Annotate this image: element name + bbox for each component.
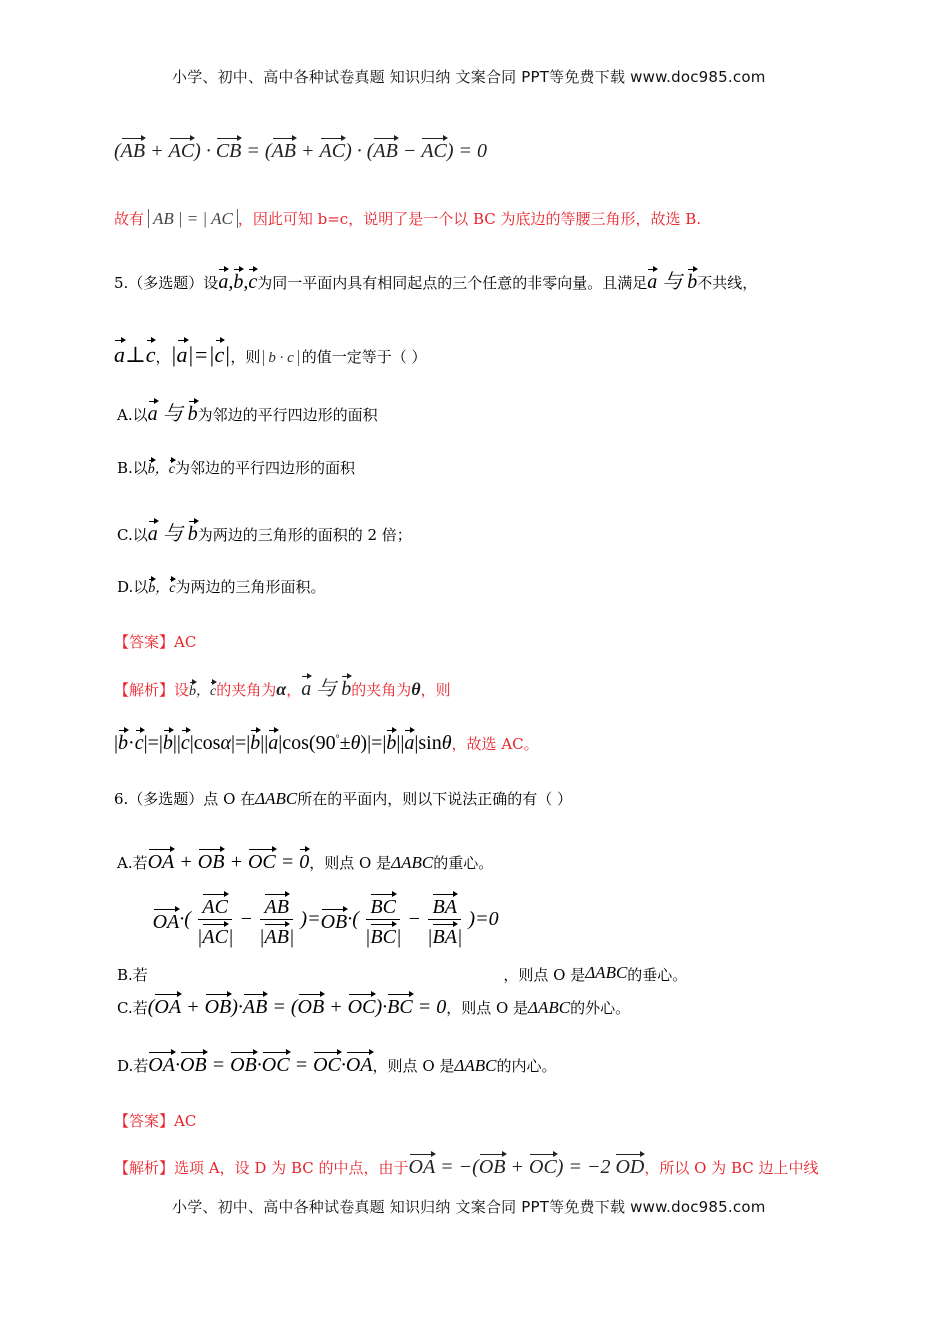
q6-answer: 【答案】AC xyxy=(114,1112,197,1130)
q6-option-a: A.若OA + OB + OC = 0，则点 O 是ΔABC的重心。 xyxy=(117,845,493,874)
q5-option-c: C.以a 与 b为两边的三角形的面积的 2 倍； xyxy=(117,517,412,546)
q6-stem: 6.（多选题）点 O 在ΔABC所在的平面内，则以下说法正确的有（ ） xyxy=(114,789,573,808)
q6-option-b: B.若 OA ·( $\frac{AC}{|AC|}$ − $\frac{AB}{|AB|}$ )= OB ·( $\frac{BC}{|BC|}$ − $\frac{BA}{|BA|}$ )=0 ，则点 O 是ΔABC的垂心。 xyxy=(117,902,687,985)
q6-option-d: D.若OA·OB = OB·OC = OC·OA，则点 O 是ΔABC的内心。 xyxy=(117,1048,557,1077)
q5-option-b: B.以b，c为邻边的平行四边形的面积 xyxy=(117,456,355,478)
conclusion-line: 故有 AB | = | AC ，因此可知 b=c，说明了是一个以 BC 为底边的等腰三角形，故选 B. xyxy=(114,209,702,228)
q6-analysis: 【解析】选项 A，设 D 为 BC 的中点，由于OA = −(OB + OC) = −2 OD，所以 O 为 BC 边上中线 xyxy=(114,1150,819,1179)
q5-condition: a⊥c，|a|=|c|，则 b · c 的值一定等于（ ） xyxy=(114,336,427,368)
page-footer: 小学、初中、高中各种试卷真题 知识归纳 文案合同 PPT等免费下载 www.doc985.com xyxy=(172,1198,766,1216)
q5-stem: 5.（多选题）设a,b,c为同一平面内具有相同起点的三个任意的非零向量。且满足a 与 b不共线， xyxy=(114,265,757,294)
q5-option-d: D.以b，c为两边的三角形面积。 xyxy=(117,575,326,597)
q5-analysis: 【解析】设b，c的夹角为α，a 与 b的夹角为θ，则 xyxy=(114,672,451,701)
vector-equation: (AB + AC) · CB = (AB + AC) · (AB − AC) = 0 xyxy=(114,134,487,163)
q5-formula: |b·c|=|b||c|cosα|=|b||a|cos(90°±θ)|=|b||a|sinθ，故选 AC。 xyxy=(114,726,539,755)
q5-answer: 【答案】AC xyxy=(114,633,197,651)
page-header: 小学、初中、高中各种试卷真题 知识归纳 文案合同 PPT等免费下载 www.doc985.com xyxy=(172,68,766,86)
q6-option-c: C.若(OA + OB)·AB = (OB + OC)·BC = 0，则点 O 是ΔABC的外心。 xyxy=(117,990,630,1019)
q5-option-a: A.以a 与 b为邻边的平行四边形的面积 xyxy=(117,397,378,426)
